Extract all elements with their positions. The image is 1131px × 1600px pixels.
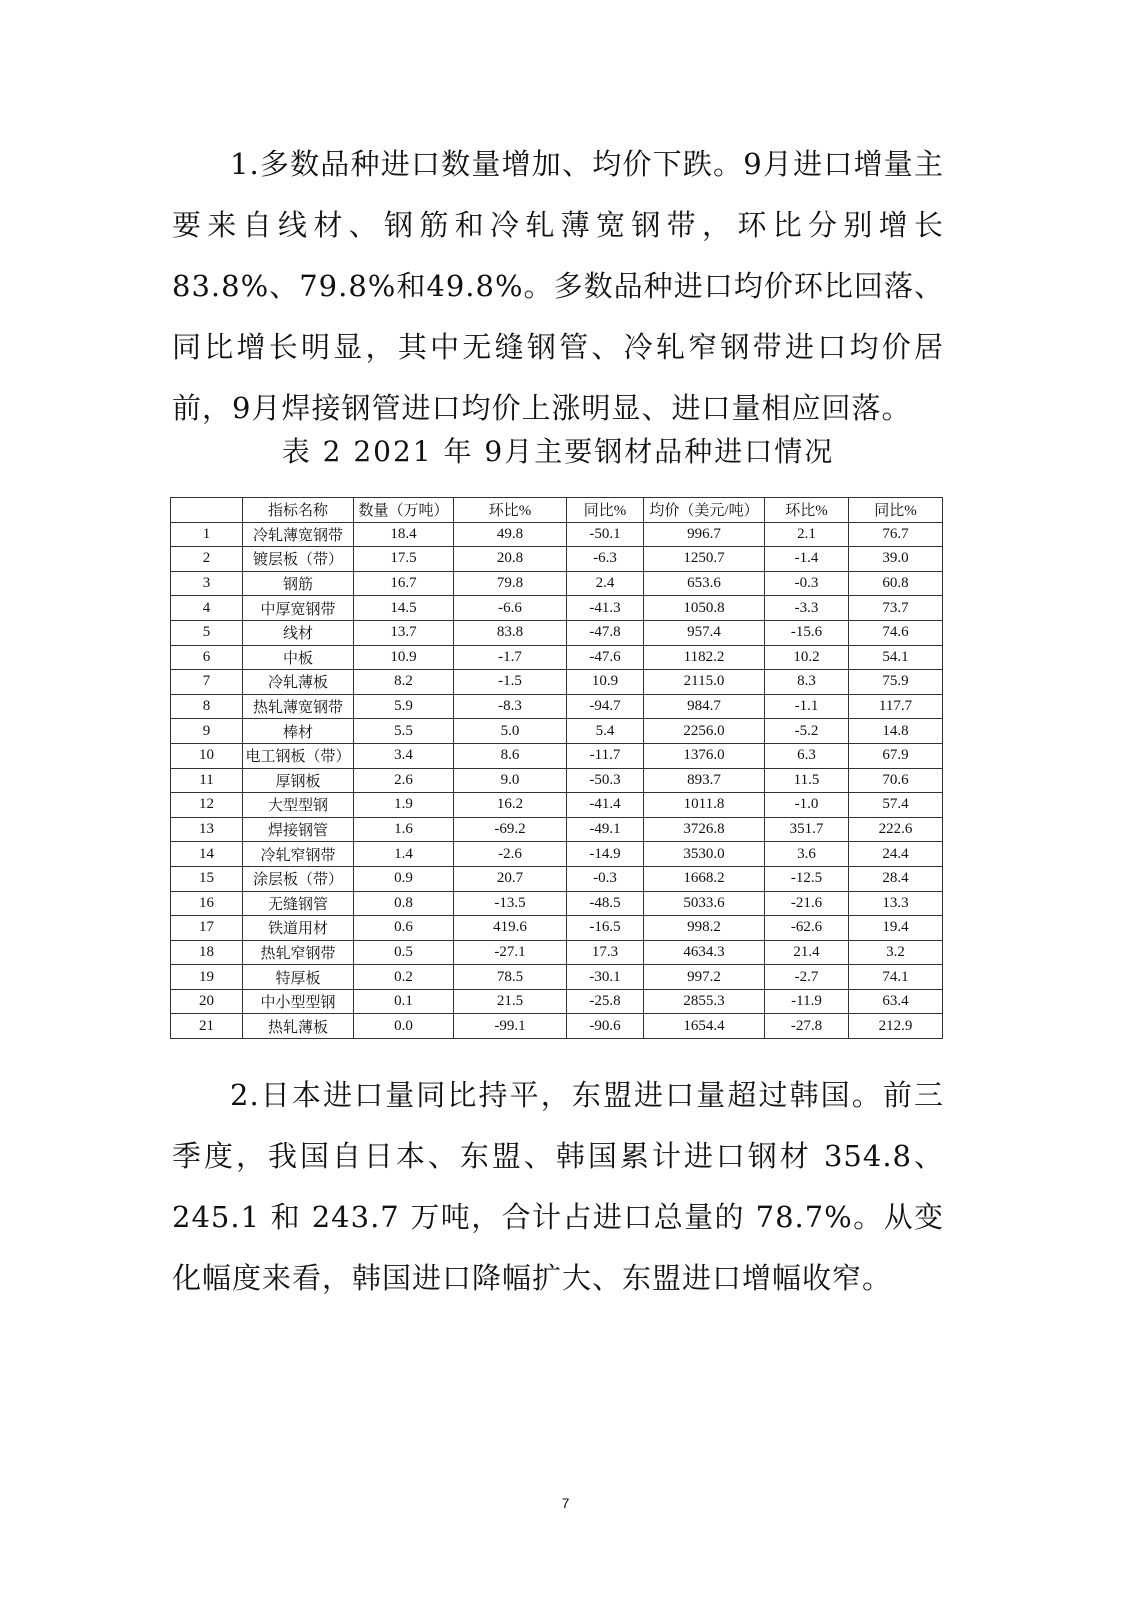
value-cell: 3726.8 — [644, 817, 765, 842]
value-cell: -3.3 — [765, 596, 849, 621]
value-cell: -6.6 — [454, 596, 567, 621]
paragraph-import-quantity — [172, 134, 944, 439]
row-index-cell: 6 — [171, 645, 243, 670]
value-cell: 10.9 — [567, 670, 644, 695]
row-index-cell: 19 — [171, 965, 243, 990]
value-cell: -47.8 — [567, 620, 644, 645]
product-name-cell: 钢筋 — [243, 571, 354, 596]
value-cell: -94.7 — [567, 694, 644, 719]
page-number: 7 — [561, 1495, 570, 1511]
value-cell: 222.6 — [849, 817, 943, 842]
value-cell: 0.8 — [354, 891, 454, 916]
steel-import-table — [170, 497, 943, 1039]
product-name-cell: 特厚板 — [243, 965, 354, 990]
value-cell: -99.1 — [454, 1014, 567, 1039]
product-name-cell: 中厚宽钢带 — [243, 596, 354, 621]
value-cell: -50.3 — [567, 768, 644, 793]
value-cell: 49.8 — [454, 522, 567, 547]
row-index-cell: 7 — [171, 670, 243, 695]
value-cell: -27.8 — [765, 1014, 849, 1039]
value-cell: 5.9 — [354, 694, 454, 719]
row-index-cell: 2 — [171, 547, 243, 572]
value-cell: 2.1 — [765, 522, 849, 547]
value-cell: -0.3 — [765, 571, 849, 596]
table-row — [171, 793, 943, 818]
value-cell: -2.7 — [765, 965, 849, 990]
table-row — [171, 620, 943, 645]
value-cell: 16.7 — [354, 571, 454, 596]
value-cell: -11.7 — [567, 743, 644, 768]
row-index-cell: 4 — [171, 596, 243, 621]
value-cell: -48.5 — [567, 891, 644, 916]
value-cell: 19.4 — [849, 916, 943, 941]
header-cell: 环比% — [454, 498, 567, 523]
value-cell: 0.0 — [354, 1014, 454, 1039]
value-cell: -1.7 — [454, 645, 567, 670]
value-cell: 1182.2 — [644, 645, 765, 670]
value-cell: -0.3 — [567, 866, 644, 891]
value-cell: 75.9 — [849, 670, 943, 695]
value-cell: -25.8 — [567, 989, 644, 1014]
header-cell — [171, 498, 243, 523]
value-cell: 54.1 — [849, 645, 943, 670]
table-header-row — [171, 498, 943, 523]
row-index-cell: 11 — [171, 768, 243, 793]
value-cell: 20.7 — [454, 866, 567, 891]
value-cell: 893.7 — [644, 768, 765, 793]
value-cell: -15.6 — [765, 620, 849, 645]
value-cell: 5.4 — [567, 719, 644, 744]
table-row — [171, 719, 943, 744]
header-cell: 同比% — [567, 498, 644, 523]
row-index-cell: 8 — [171, 694, 243, 719]
value-cell: 79.8 — [454, 571, 567, 596]
value-cell: 13.7 — [354, 620, 454, 645]
value-cell: -49.1 — [567, 817, 644, 842]
product-name-cell: 中小型型钢 — [243, 989, 354, 1014]
value-cell: -21.6 — [765, 891, 849, 916]
value-cell: 2256.0 — [644, 719, 765, 744]
row-index-cell: 13 — [171, 817, 243, 842]
value-cell: 4634.3 — [644, 940, 765, 965]
paragraph-text: 1.多数品种进口数量增加、均价下跌。9月进口增量主要来自线材、钢筋和冷轧薄宽钢带，环比分别增长83.8%、79.8%和49.8%。多数品种进口均价环比回落、同比增长明显，其中无缝钢管、冷轧窄钢带进口均价居前，9月焊接钢管进口均价上涨明显、进口量相应回落。 — [172, 147, 944, 425]
value-cell: 1.9 — [354, 793, 454, 818]
value-cell: -1.5 — [454, 670, 567, 695]
value-cell: -41.3 — [567, 596, 644, 621]
value-cell: -14.9 — [567, 842, 644, 867]
product-name-cell: 冷轧薄板 — [243, 670, 354, 695]
row-index-cell: 15 — [171, 866, 243, 891]
header-cell: 均价（美元/吨） — [644, 498, 765, 523]
value-cell: 17.5 — [354, 547, 454, 572]
row-index-cell: 1 — [171, 522, 243, 547]
product-name-cell: 冷轧薄宽钢带 — [243, 522, 354, 547]
value-cell: 2.6 — [354, 768, 454, 793]
product-name-cell: 涂层板（带） — [243, 866, 354, 891]
table-row — [171, 817, 943, 842]
value-cell: -11.9 — [765, 989, 849, 1014]
row-index-cell: 21 — [171, 1014, 243, 1039]
value-cell: -13.5 — [454, 891, 567, 916]
value-cell: 2115.0 — [644, 670, 765, 695]
value-cell: -62.6 — [765, 916, 849, 941]
product-name-cell: 棒材 — [243, 719, 354, 744]
value-cell: -1.1 — [765, 694, 849, 719]
value-cell: 0.2 — [354, 965, 454, 990]
value-cell: 0.1 — [354, 989, 454, 1014]
value-cell: 18.4 — [354, 522, 454, 547]
value-cell: 997.2 — [644, 965, 765, 990]
value-cell: -41.4 — [567, 793, 644, 818]
value-cell: -69.2 — [454, 817, 567, 842]
table-row — [171, 670, 943, 695]
table-row — [171, 916, 943, 941]
value-cell: 0.9 — [354, 866, 454, 891]
product-name-cell: 中板 — [243, 645, 354, 670]
table-row — [171, 596, 943, 621]
product-name-cell: 无缝钢管 — [243, 891, 354, 916]
product-name-cell: 冷轧窄钢带 — [243, 842, 354, 867]
product-name-cell: 铁道用材 — [243, 916, 354, 941]
value-cell: 3530.0 — [644, 842, 765, 867]
row-index-cell: 17 — [171, 916, 243, 941]
row-index-cell: 10 — [171, 743, 243, 768]
table-row — [171, 571, 943, 596]
value-cell: -5.2 — [765, 719, 849, 744]
value-cell: 8.2 — [354, 670, 454, 695]
row-index-cell: 5 — [171, 620, 243, 645]
product-name-cell: 镀层板（带） — [243, 547, 354, 572]
value-cell: 11.5 — [765, 768, 849, 793]
value-cell: 57.4 — [849, 793, 943, 818]
value-cell: 74.1 — [849, 965, 943, 990]
value-cell: 5.5 — [354, 719, 454, 744]
value-cell: 2.4 — [567, 571, 644, 596]
value-cell: -16.5 — [567, 916, 644, 941]
value-cell: 3.2 — [849, 940, 943, 965]
value-cell: 653.6 — [644, 571, 765, 596]
value-cell: 28.4 — [849, 866, 943, 891]
value-cell: 3.6 — [765, 842, 849, 867]
value-cell: 1050.8 — [644, 596, 765, 621]
table-row — [171, 842, 943, 867]
value-cell: 13.3 — [849, 891, 943, 916]
value-cell: 0.6 — [354, 916, 454, 941]
value-cell: 5033.6 — [644, 891, 765, 916]
product-name-cell: 热轧薄板 — [243, 1014, 354, 1039]
product-name-cell: 厚钢板 — [243, 768, 354, 793]
value-cell: 998.2 — [644, 916, 765, 941]
value-cell: 74.6 — [849, 620, 943, 645]
value-cell: 212.9 — [849, 1014, 943, 1039]
paragraph-text: 2.日本进口量同比持平，东盟进口量超过韩国。前三季度，我国自日本、东盟、韩国累计进口钢材 354.8、245.1 和 243.7 万吨，合计占进口总量的 78.7%。从变化幅度来看，韩国进口降幅扩大、东盟进口增幅收窄。 — [172, 1078, 944, 1295]
table-body — [171, 522, 943, 1038]
value-cell: 10.2 — [765, 645, 849, 670]
header-cell: 指标名称 — [243, 498, 354, 523]
value-cell: 78.5 — [454, 965, 567, 990]
value-cell: 3.4 — [354, 743, 454, 768]
table-row — [171, 940, 943, 965]
value-cell: 1.6 — [354, 817, 454, 842]
value-cell: 16.2 — [454, 793, 567, 818]
value-cell: -47.6 — [567, 645, 644, 670]
value-cell: 9.0 — [454, 768, 567, 793]
product-name-cell: 电工钢板（带） — [243, 743, 354, 768]
value-cell: 63.4 — [849, 989, 943, 1014]
row-index-cell: 12 — [171, 793, 243, 818]
value-cell: -6.3 — [567, 547, 644, 572]
value-cell: -12.5 — [765, 866, 849, 891]
row-index-cell: 20 — [171, 989, 243, 1014]
value-cell: 1654.4 — [644, 1014, 765, 1039]
value-cell: 17.3 — [567, 940, 644, 965]
table-row — [171, 547, 943, 572]
value-cell: -2.6 — [454, 842, 567, 867]
table-row — [171, 768, 943, 793]
value-cell: 20.8 — [454, 547, 567, 572]
value-cell: 0.5 — [354, 940, 454, 965]
value-cell: -30.1 — [567, 965, 644, 990]
table-caption: 表 2 2021 年 9月主要钢材品种进口情况 — [281, 435, 835, 468]
value-cell: 76.7 — [849, 522, 943, 547]
value-cell: 8.6 — [454, 743, 567, 768]
value-cell: 39.0 — [849, 547, 943, 572]
value-cell: 1250.7 — [644, 547, 765, 572]
paragraph-import-sources — [172, 1065, 944, 1309]
value-cell: -8.3 — [454, 694, 567, 719]
value-cell: -90.6 — [567, 1014, 644, 1039]
header-cell: 环比% — [765, 498, 849, 523]
value-cell: 6.3 — [765, 743, 849, 768]
row-index-cell: 18 — [171, 940, 243, 965]
value-cell: -1.4 — [765, 547, 849, 572]
value-cell: 21.4 — [765, 940, 849, 965]
value-cell: 8.3 — [765, 670, 849, 695]
table-row — [171, 965, 943, 990]
product-name-cell: 焊接钢管 — [243, 817, 354, 842]
value-cell: -27.1 — [454, 940, 567, 965]
row-index-cell: 16 — [171, 891, 243, 916]
table-row — [171, 989, 943, 1014]
value-cell: 351.7 — [765, 817, 849, 842]
table-row — [171, 694, 943, 719]
table-row — [171, 743, 943, 768]
value-cell: 73.7 — [849, 596, 943, 621]
value-cell: -1.0 — [765, 793, 849, 818]
header-cell: 同比% — [849, 498, 943, 523]
value-cell: 984.7 — [644, 694, 765, 719]
value-cell: 1376.0 — [644, 743, 765, 768]
table-row — [171, 1014, 943, 1039]
value-cell: 2855.3 — [644, 989, 765, 1014]
row-index-cell: 3 — [171, 571, 243, 596]
value-cell: -50.1 — [567, 522, 644, 547]
value-cell: 10.9 — [354, 645, 454, 670]
product-name-cell: 热轧窄钢带 — [243, 940, 354, 965]
value-cell: 1.4 — [354, 842, 454, 867]
value-cell: 70.6 — [849, 768, 943, 793]
value-cell: 60.8 — [849, 571, 943, 596]
value-cell: 24.4 — [849, 842, 943, 867]
row-index-cell: 9 — [171, 719, 243, 744]
table-row — [171, 522, 943, 547]
value-cell: 117.7 — [849, 694, 943, 719]
value-cell: 14.8 — [849, 719, 943, 744]
product-name-cell: 大型型钢 — [243, 793, 354, 818]
value-cell: 83.8 — [454, 620, 567, 645]
value-cell: 1668.2 — [644, 866, 765, 891]
table-row — [171, 891, 943, 916]
table-row — [171, 645, 943, 670]
value-cell: 21.5 — [454, 989, 567, 1014]
table-row — [171, 866, 943, 891]
product-name-cell: 热轧薄宽钢带 — [243, 694, 354, 719]
value-cell: 419.6 — [454, 916, 567, 941]
header-cell: 数量（万吨） — [354, 498, 454, 523]
value-cell: 957.4 — [644, 620, 765, 645]
value-cell: 5.0 — [454, 719, 567, 744]
value-cell: 996.7 — [644, 522, 765, 547]
product-name-cell: 线材 — [243, 620, 354, 645]
value-cell: 1011.8 — [644, 793, 765, 818]
value-cell: 14.5 — [354, 596, 454, 621]
row-index-cell: 14 — [171, 842, 243, 867]
value-cell: 67.9 — [849, 743, 943, 768]
